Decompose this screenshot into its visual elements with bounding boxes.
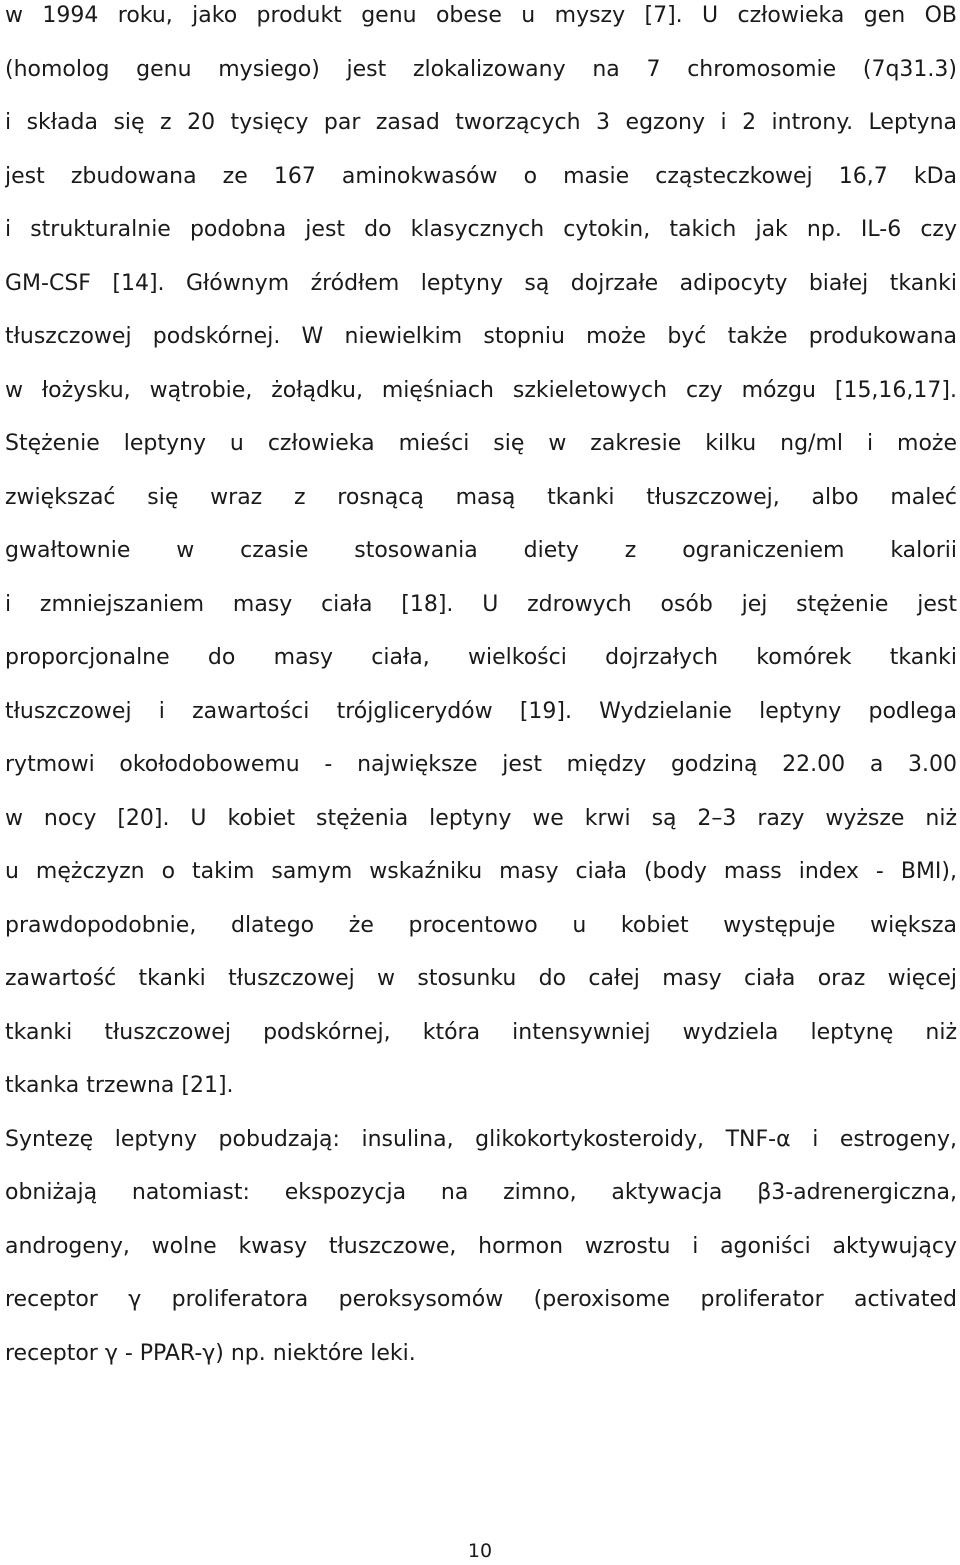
text-line: zwiększać się wraz z rosnącą masą tkanki tłuszczowej, albo maleć (5, 485, 957, 510)
text-line: obniżają natomiast: ekspozycja na zimno, aktywacja β3-adrenergiczna, (5, 1180, 957, 1205)
text-line: prawdopodobnie, dlatego że procentowo u kobiet występuje większa (5, 913, 957, 938)
text-line: proporcjonalne do masy ciała, wielkości dojrzałych komórek tkanki (5, 645, 957, 670)
text-line: receptor γ proliferatora peroksysomów (peroxisome proliferator activated (5, 1287, 957, 1312)
text-line: gwałtownie w czasie stosowania diety z ograniczeniem kalorii (5, 538, 957, 563)
text-line: i składa się z 20 tysięcy par zasad tworzących 3 egzony i 2 introny. Leptyna (5, 110, 957, 135)
text-line: tłuszczowej podskórnej. W niewielkim stopniu może być także produkowana (5, 324, 957, 349)
text-line: (homolog genu mysiego) jest zlokalizowany na 7 chromosomie (7q31.3) (5, 57, 957, 82)
text-line: w nocy [20]. U kobiet stężenia leptyny we krwi są 2–3 razy wyższe niż (5, 806, 957, 831)
text-line: tkanka trzewna [21]. (5, 1073, 234, 1098)
text-line: androgeny, wolne kwasy tłuszczowe, hormon wzrostu i agoniści aktywujący (5, 1234, 957, 1259)
text-line: tłuszczowej i zawartości trójglicerydów [19]. Wydzielanie leptyny podlega (5, 699, 957, 724)
text-line: Stężenie leptyny u człowieka mieści się w zakresie kilku ng/ml i może (5, 431, 957, 456)
text-line: tkanki tłuszczowej podskórnej, która intensywniej wydziela leptynę niż (5, 1020, 957, 1045)
text-line: i strukturalnie podobna jest do klasycznych cytokin, takich jak np. IL-6 czy (5, 217, 957, 242)
text-line: jest zbudowana ze 167 aminokwasów o masie cząsteczkowej 16,7 kDa (5, 164, 957, 189)
page-number: 10 (467, 1540, 493, 1562)
text-line: w 1994 roku, jako produkt genu obese u myszy [7]. U człowieka gen OB (5, 3, 957, 28)
text-line: i zmniejszaniem masy ciała [18]. U zdrowych osób jej stężenie jest (5, 592, 957, 617)
text-line: w łożysku, wątrobie, żołądku, mięśniach szkieletowych czy mózgu [15,16,17]. (5, 378, 957, 403)
text-line: rytmowi okołodobowemu - największe jest między godziną 22.00 a 3.00 (5, 752, 957, 777)
text-line: zawartość tkanki tłuszczowej w stosunku do całej masy ciała oraz więcej (5, 966, 957, 991)
text-line: u mężczyzn o takim samym wskaźniku masy ciała (body mass index - BMI), (5, 859, 957, 884)
text-line: GM-CSF [14]. Głównym źródłem leptyny są dojrzałe adipocyty białej tkanki (5, 271, 957, 296)
text-line: receptor γ - PPAR-γ) np. niektóre leki. (5, 1341, 416, 1366)
text-line: Syntezę leptyny pobudzają: insulina, glikokortykosteroidy, TNF-α i estrogeny, (5, 1127, 957, 1152)
